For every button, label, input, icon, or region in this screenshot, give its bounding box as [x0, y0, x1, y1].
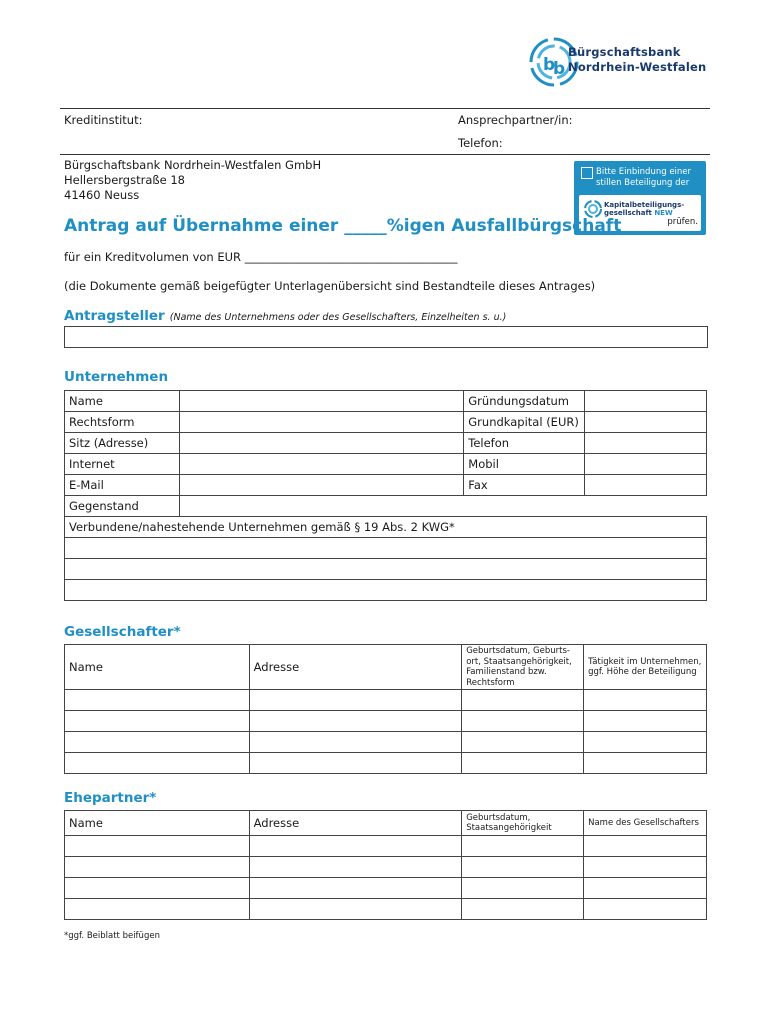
mobil-label: Mobil — [464, 454, 585, 475]
gesellschafter-heading: Gesellschafter* — [64, 624, 181, 640]
table-row — [65, 538, 707, 559]
table-row — [65, 559, 707, 580]
cell[interactable] — [584, 857, 707, 878]
dokumente-note: (die Dokumente gemäß beigefügter Unterlagenübersicht sind Bestandteile dieses Antrages) — [64, 279, 596, 293]
col-name: Name — [65, 811, 250, 836]
svg-text:b: b — [553, 59, 566, 79]
ehepartner-heading: Ehepartner* — [64, 790, 157, 806]
cell[interactable] — [249, 690, 462, 711]
mobil-input[interactable] — [585, 454, 707, 475]
grundkapital-label: Grundkapital (EUR) — [464, 412, 585, 433]
gruendungsdatum-input[interactable] — [585, 391, 707, 412]
address-line3: 41460 Neuss — [64, 188, 140, 202]
page-title: Antrag auf Übernahme einer _____%igen Ausfallbürgschaft — [64, 216, 622, 236]
col-geburtsdatum: Geburtsdatum, Geburts-ort, Staatsangehörigkeit, Familienstand bzw. Rechtsform — [462, 645, 584, 690]
gesellschafter-table — [64, 644, 707, 774]
cell[interactable] — [249, 753, 462, 774]
footnote: *ggf. Beiblatt beifügen — [64, 931, 160, 941]
bank-logo — [528, 36, 713, 88]
col-name: Name — [65, 645, 250, 690]
kbg-checkbox[interactable] — [581, 167, 593, 179]
kbg-logo-line1: Kapitalbeteiligungs- — [604, 201, 685, 209]
table-row — [65, 753, 707, 774]
kbg-text1: Bitte Einbindung einer — [596, 167, 692, 177]
grundkapital-input[interactable] — [585, 412, 707, 433]
kbg-text2: stillen Beteiligung der — [596, 178, 690, 188]
antragsteller-input[interactable] — [64, 326, 708, 348]
rechtsform-input[interactable] — [179, 412, 463, 433]
name-label: Name — [65, 391, 180, 412]
svg-text:b: b — [543, 55, 556, 75]
cell[interactable] — [65, 836, 250, 857]
address-line2: Hellersbergstraße 18 — [64, 173, 185, 187]
table-row — [65, 391, 707, 412]
table-row — [65, 454, 707, 475]
table-row — [65, 811, 707, 836]
cell[interactable] — [462, 732, 584, 753]
table-row — [65, 732, 707, 753]
email-label: E-Mail — [65, 475, 180, 496]
cell[interactable] — [65, 690, 250, 711]
table-row — [65, 580, 707, 601]
telefon-label: Telefon: — [458, 136, 503, 150]
table-row — [65, 517, 707, 538]
col-taetigkeit: Tätigkeit im Unternehmen, ggf. Höhe der Beteiligung — [584, 645, 707, 690]
cell[interactable] — [462, 690, 584, 711]
col-adresse: Adresse — [249, 645, 462, 690]
fax-input[interactable] — [585, 475, 707, 496]
kreditvolumen-line: für ein Kreditvolumen von EUR _____________________________________ — [64, 250, 458, 264]
gegenstand-label: Gegenstand — [65, 496, 180, 517]
address-line1: Bürgschaftsbank Nordrhein-Westfalen GmbH — [64, 158, 322, 172]
ansprechpartner-label: Ansprechpartner/in: — [458, 113, 573, 127]
cell[interactable] — [249, 711, 462, 732]
col-geburtsdatum: Geburtsdatum, Staatsangehörigkeit — [462, 811, 584, 836]
logo-line1: Bürgschaftsbank — [568, 45, 681, 59]
cell[interactable] — [249, 899, 462, 920]
gegenstand-input[interactable] — [179, 496, 706, 517]
cell[interactable] — [584, 690, 707, 711]
cell[interactable] — [584, 753, 707, 774]
cell[interactable] — [462, 878, 584, 899]
cell[interactable] — [249, 857, 462, 878]
cell[interactable] — [65, 899, 250, 920]
cell[interactable] — [462, 753, 584, 774]
cell[interactable] — [584, 711, 707, 732]
sitz-input[interactable] — [179, 433, 463, 454]
cell[interactable] — [462, 711, 584, 732]
col-gesellschafter: Name des Gesellschafters — [584, 811, 707, 836]
table-row — [65, 899, 707, 920]
table-row — [65, 836, 707, 857]
table-row — [65, 496, 707, 517]
unternehmen-table — [64, 390, 707, 601]
cell[interactable] — [65, 753, 250, 774]
telefon-field-label: Telefon — [464, 433, 585, 454]
fax-label: Fax — [464, 475, 585, 496]
table-row — [65, 690, 707, 711]
telefon-input[interactable] — [585, 433, 707, 454]
kbg-logo-line2: gesellschaft — [604, 209, 652, 217]
email-input[interactable] — [179, 475, 463, 496]
internet-label: Internet — [65, 454, 180, 475]
verbundene-input-2[interactable] — [65, 559, 707, 580]
cell[interactable] — [462, 857, 584, 878]
cell[interactable] — [65, 732, 250, 753]
col-adresse: Adresse — [249, 811, 462, 836]
cell[interactable] — [462, 836, 584, 857]
sitz-label: Sitz (Adresse) — [65, 433, 180, 454]
verbundene-input-3[interactable] — [65, 580, 707, 601]
verbundene-label: Verbundene/nahestehende Unternehmen gemäß § 19 Abs. 2 KWG* — [65, 517, 707, 538]
kbg-pruefen: prüfen. — [667, 217, 698, 227]
logo-line2: Nordrhein-Westfalen — [568, 60, 707, 74]
verbundene-input-1[interactable] — [65, 538, 707, 559]
cell[interactable] — [584, 899, 707, 920]
cell[interactable] — [584, 836, 707, 857]
table-row — [65, 475, 707, 496]
antragsteller-note: (Name des Unternehmens oder des Gesellschafters, Einzelheiten s. u.) — [169, 312, 507, 323]
table-row — [65, 711, 707, 732]
table-row — [65, 857, 707, 878]
cell[interactable] — [584, 732, 707, 753]
gruendungsdatum-label: Gründungsdatum — [464, 391, 585, 412]
rechtsform-label: Rechtsform — [65, 412, 180, 433]
cell[interactable] — [249, 878, 462, 899]
cell[interactable] — [249, 836, 462, 857]
cell[interactable] — [584, 878, 707, 899]
name-input[interactable] — [179, 391, 463, 412]
kreditinstitut-label: Kreditinstitut: — [64, 113, 143, 127]
cell[interactable] — [249, 732, 462, 753]
kbg-logo-new: NEW — [654, 209, 673, 217]
unternehmen-heading: Unternehmen — [64, 369, 169, 385]
ehepartner-table — [64, 810, 707, 920]
table-row — [65, 878, 707, 899]
cell[interactable] — [65, 878, 250, 899]
antragsteller-heading: Antragsteller — [64, 308, 165, 324]
cell[interactable] — [65, 857, 250, 878]
table-row — [65, 645, 707, 690]
cell[interactable] — [462, 899, 584, 920]
table-row — [65, 412, 707, 433]
internet-input[interactable] — [179, 454, 463, 475]
table-row — [65, 433, 707, 454]
cell[interactable] — [65, 711, 250, 732]
